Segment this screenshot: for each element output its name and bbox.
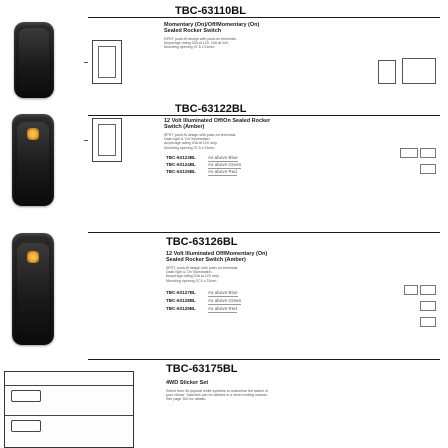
part-number-heading: TBC-63126BL	[166, 236, 238, 248]
variant-row	[166, 155, 286, 161]
spec-line: Select from 50 popular white symbols to customise the switch of	[166, 389, 268, 393]
switch-front-diagram	[92, 40, 122, 84]
spec-line: Amperage rating 20A at 12V only.	[166, 274, 220, 279]
variant-part-number: TBC-63128BL	[166, 298, 196, 303]
sticker-strip	[5, 408, 133, 416]
section-divider	[88, 17, 440, 18]
spec-line: SPST, push-fit design with push-on terminals.	[164, 133, 237, 137]
amber-indicator	[27, 128, 39, 140]
pinout-diagram	[420, 317, 436, 327]
variant-row	[166, 290, 286, 296]
switch-front-diagram	[92, 118, 122, 162]
diagram-rocker-outline	[98, 124, 116, 156]
spec-line: your choice. Switches can be labeled in a never-ending manner.	[166, 393, 268, 398]
rocker-switch-photo	[12, 233, 54, 345]
amber-indicator	[27, 251, 39, 263]
variant-colour: As above Red	[208, 169, 237, 174]
description-line: Momentary (On)/Off/Momentary (On)	[164, 22, 260, 28]
product-specs	[164, 37, 294, 50]
pinout-diagram	[400, 148, 418, 158]
rocker-switch-photo	[14, 22, 54, 98]
part-number-heading: TBC-63110BL	[175, 5, 246, 17]
variant-part-number: TBC-63124BL	[166, 162, 196, 167]
section-divider	[88, 359, 440, 360]
diagram-rocker-outline	[98, 46, 116, 78]
spec-line: Mounting opening 37.5 x 21mm.	[166, 278, 218, 283]
variant-part-number: TBC-63129BL	[166, 306, 196, 311]
terminal-rear-diagram	[402, 58, 436, 84]
variant-colour: As above Blue	[208, 155, 238, 160]
spec-line: Dash light & 'On' illumination.	[164, 137, 211, 142]
variant-part-number: TBC-63123BL	[166, 155, 196, 160]
pinout-diagram	[420, 301, 436, 311]
sticker-set-photo	[4, 371, 134, 448]
rocker-face	[19, 28, 49, 92]
variant-colour: As above Blue	[208, 290, 238, 295]
pinout-diagram	[404, 285, 418, 295]
product-section-1	[0, 0, 448, 100]
description-line: Sealed Rocker Switch	[164, 28, 222, 35]
variant-colour: As above Red	[208, 306, 237, 311]
rocker-face	[17, 122, 49, 198]
description-line: 12 Volt Illuminated Off/On Sealed Rocker	[164, 118, 271, 124]
sticker-strip	[5, 378, 133, 386]
product-description	[164, 118, 334, 131]
description-line: Sealed Rocker Switch (Amber)	[166, 257, 246, 264]
variant-colour: As above Green	[208, 162, 242, 167]
dimension-tick	[84, 140, 88, 141]
description-line: 4WD Sticker Set	[166, 380, 209, 386]
variant-row	[166, 298, 286, 304]
spec-line: Amperage rating 20A at 12V, 10A at 24V.	[164, 41, 230, 46]
description-line: 12 Volt Illuminated Off/Momentary (On)	[166, 251, 268, 257]
product-specs	[166, 389, 342, 402]
spec-line: SPST, push-fit design with push-on terminals.	[166, 266, 239, 270]
pinout-diagram	[420, 164, 436, 174]
product-description	[164, 22, 314, 35]
spec-line: Mounting opening 37.5 x 21mm.	[164, 145, 216, 150]
spec-line: Dash light & 'On' illumination.	[166, 270, 213, 275]
product-specs	[164, 133, 294, 150]
spec-line: Mounting opening 37.5 x 21mm.	[164, 45, 216, 50]
product-specs	[166, 266, 296, 283]
pinout-diagram	[420, 285, 436, 295]
product-description	[166, 380, 336, 386]
section-divider	[88, 232, 440, 233]
product-section-3	[0, 215, 448, 355]
spec-line: See page 300 for details.	[166, 397, 206, 402]
sticker-label	[11, 390, 41, 402]
product-section-2	[0, 100, 448, 215]
spec-line: DPDT, push-fit design with push-on terminals.	[164, 37, 237, 41]
spec-line: Amperage rating 20A at 12V only.	[164, 141, 218, 146]
variant-part-number: TBC-63125BL	[166, 169, 196, 174]
product-description	[166, 251, 336, 264]
variant-row	[166, 162, 286, 168]
section-divider	[88, 115, 440, 116]
description-line: Switch (Amber)	[164, 124, 205, 131]
variant-colour: As above Green	[208, 298, 242, 303]
sticker-label	[11, 420, 41, 432]
rocker-switch-photo	[12, 114, 54, 206]
variant-row	[166, 169, 286, 175]
rocker-face	[17, 243, 49, 335]
product-section-4	[0, 355, 448, 448]
dimension-tick	[84, 62, 88, 63]
terminal-side-diagram	[378, 60, 396, 84]
variant-row	[166, 306, 286, 312]
part-number-heading: TBC-63122BL	[175, 103, 247, 115]
pinout-diagram	[420, 148, 436, 158]
part-number-heading: TBC-63175BL	[166, 363, 238, 375]
variant-part-number: TBC-63127BL	[166, 290, 196, 295]
